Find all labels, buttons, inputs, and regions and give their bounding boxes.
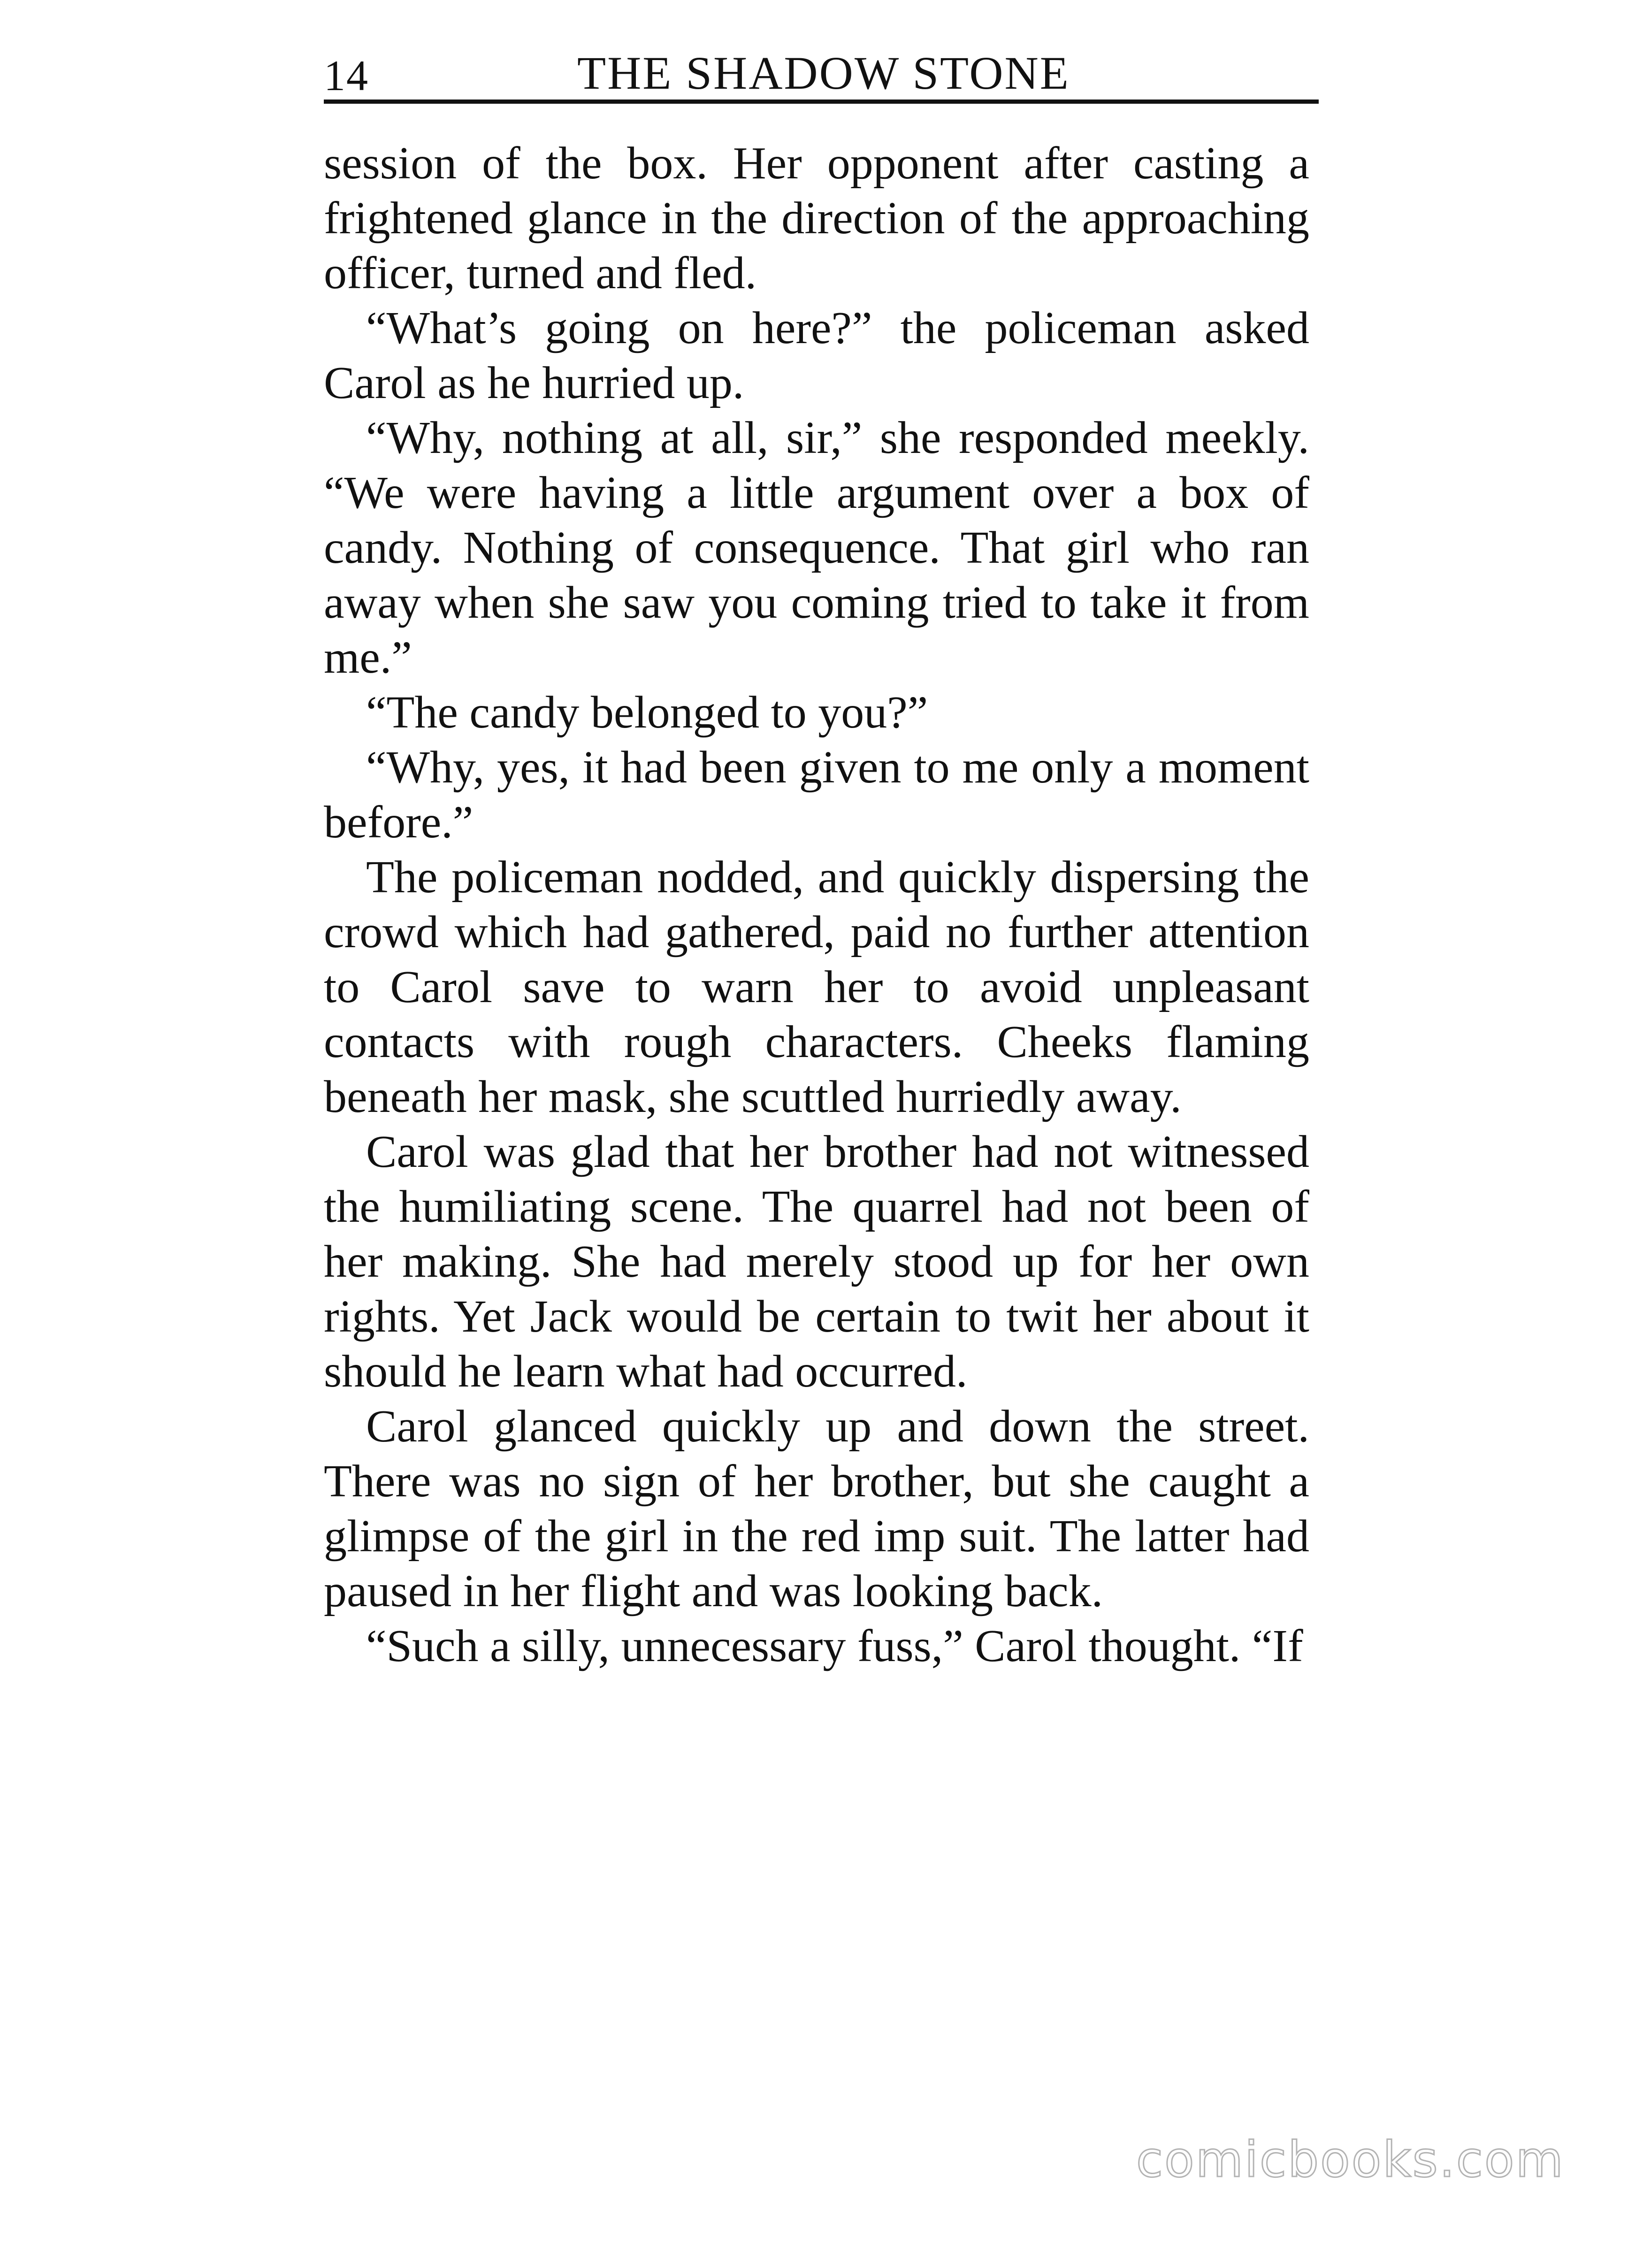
body-text <box>324 136 1309 1674</box>
page-number: 14 <box>324 52 369 100</box>
header-rule <box>324 100 1319 104</box>
paragraph: session of the box. Her opponent after casting a frightened glance in the direction of the approaching officer, turned and fled. <box>324 138 1309 299</box>
paragraph: “The candy belonged to you?” <box>366 687 928 738</box>
paragraph: The policeman nodded, and quickly dispersing the crowd which had gathered, paid no further attention to Carol save to warn her to avoid unpleasant contacts with rough characters. Cheeks flaming beneath her mask, she scuttled hurriedly away. <box>324 852 1309 1122</box>
paragraph: Carol was glad that her brother had not witnessed the humiliating scene. The quarrel had not been of her making. She had merely stood up for her own rights. Yet Jack would be certain to twit her about it should he learn what had occurred. <box>324 1126 1309 1397</box>
page-header <box>324 42 1319 103</box>
paragraph: “What’s going on here?” the policeman asked Carol as he hurried up. <box>324 303 1309 408</box>
paragraph: “Such a silly, unnecessary fuss,” Carol thought. “If <box>366 1621 1303 1671</box>
watermark: comicbooks.com <box>1136 2131 1565 2188</box>
running-title: THE SHADOW STONE <box>577 47 1070 99</box>
paragraph: Carol glanced quickly up and down the street. There was no sign of her brother, but she caught a glimpse of the girl in the red imp suit. The latter had paused in her flight and was looking back. <box>324 1401 1309 1617</box>
paragraph: “Why, nothing at all, sir,” she responded meekly. “We were having a little argument over a box of candy. Nothing of consequence. That girl who ran away when she saw you coming tried to take it from me.” <box>324 413 1309 683</box>
paragraph: “Why, yes, it had been given to me only a moment before.” <box>324 742 1309 848</box>
